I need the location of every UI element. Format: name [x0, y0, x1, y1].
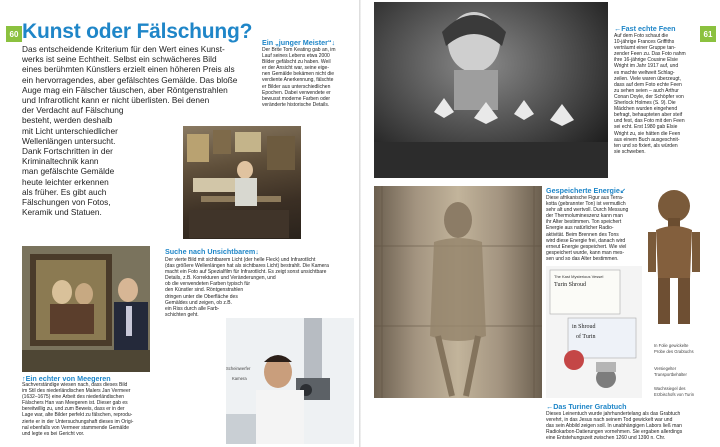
label-container-2: Transportbehälter [654, 372, 687, 377]
text-line: eine Entstehungszeit zwischen 1260 und 1390 n. Chr. [546, 435, 666, 442]
text-line: Wright im Jahr 1917 auf, und [614, 63, 679, 70]
fairies-text [614, 33, 710, 155]
text-line: Fälschungen von Fotos, [22, 197, 111, 207]
doc-text-3: in Shroud [572, 324, 596, 330]
text-line: ob die verwendeten Farben typisch für [165, 281, 251, 288]
text-line: Diese afrikanische Figur aus Terra- [546, 195, 624, 201]
text-line: bereitwillig zu, und zum Beweis, dass er in der [22, 406, 125, 413]
text-line: zu sehen seien – auch Arthur [614, 87, 679, 94]
text-line: Lage war, alte Bilder perfekt zu fälschen, reprodu- [22, 412, 133, 419]
text-line: heute leichter erkennen [22, 176, 109, 187]
text-line: dass auf dem Foto echte Feen [614, 81, 682, 88]
text-line: Kriminaltechnik kann [22, 156, 99, 167]
text-line: Dieses Leinentuch wurde jahrhundertelang als das Grabtuch [546, 411, 681, 417]
text-line: und fest, das Foto mit den Feen [614, 118, 685, 125]
text-line: zierte er in der Untersuchungshaft dieses im Origi- [22, 418, 134, 425]
text-line: Sherlock Holmes (S. 9). Die [614, 100, 676, 107]
terracotta-figure [644, 188, 704, 328]
text-line: dringen unter die Oberfläche des [165, 293, 238, 300]
doc-text-4: of Turin [576, 334, 596, 340]
page-number-left: 60 [6, 26, 22, 42]
text-line: erneut Energie gespeichert. Wie viel [546, 243, 627, 250]
text-line: ihre 16-jährige Cousine Elsie [614, 57, 678, 64]
text-line: gespeichert wurde, kann man mes- [546, 249, 625, 256]
label-sample-2: Probe des Grabtuchs [654, 349, 694, 354]
text-line: (das größere Wellenlängen hat als sichtbares Licht) bestrahlt. Die Kamera [165, 263, 329, 270]
text-line: schichten geht. [165, 311, 199, 318]
stored-energy-heading: Gespeicherte Energie↙ [546, 186, 626, 195]
text-line: Wright zu, sie hätten die Feen [614, 130, 681, 137]
text-line: Gemäldes und zeigen, ob z.B. [165, 299, 232, 306]
page-title: Kunst oder Fälschung? [22, 20, 253, 43]
text-line: sehr alt und wertvoll. Durch Messung [546, 207, 629, 214]
text-line: im Stil des niederländischen Malers Jan Vermeer [22, 388, 131, 395]
text-line: zender Feen zu. Das Foto nahm [614, 51, 686, 58]
text-line: man gefälschte Gemälde [22, 166, 115, 177]
page-number-right: 61 [700, 26, 716, 42]
text-line: wird diese Energie frei, danach wird [546, 237, 626, 244]
text-line: Energie aus natürlicher Radio- [546, 225, 614, 232]
text-line: kotta (gebrannter Ton) ist vermutlich [546, 201, 626, 208]
text-line: bewusst moderne Farben oder [262, 95, 331, 102]
shroud-heading: ←Das Turiner Grabtuch [546, 402, 627, 411]
text-line: Details, z.B. Korrekturen und Veränderungen, und [165, 275, 276, 282]
invisible-heading: Suche nach Unsichtbarem↓ [165, 247, 259, 256]
text-line: werks ist seine Echtheit. Selbst ein schwächeres Bild [22, 54, 217, 65]
text-line: es machte weltweit Schlag- [614, 69, 675, 76]
text-line: Radiokarbon-Datierungen vornehmen. Sie ergaben allerdings [546, 429, 683, 436]
stored-energy-text [546, 195, 642, 262]
text-line: Fälschers Han van Meegeren ist. Dieser gab es [22, 400, 128, 407]
shroud-documents-photo [546, 266, 642, 398]
text-line: mit Licht unterschiedlicher [22, 125, 118, 136]
label-spotlight: Scheinwerfer [226, 366, 251, 371]
doc-text-1: The Kast Mysterious Vessel [554, 274, 604, 279]
text-line: nal ebenfalls von Vermeer stammende Gemälde [22, 424, 130, 431]
text-line: als früher. Es gibt auch [22, 186, 107, 197]
text-line: Lauf seines Lebens etwa 2000 [262, 53, 330, 60]
cottingley-fairies-photo [374, 2, 608, 178]
text-line: sen und so das Alter bestimmen. [546, 255, 619, 262]
text-line: Auge mag ein Fälscher täuschen, aber Röntgenstrahlen [22, 84, 228, 95]
text-line: Auf dem Foto schaut die [614, 33, 669, 39]
text-line: aktivität. Beim Brennen des Tons [546, 231, 619, 238]
text-line: verdiente Anerkennung, fälschte [262, 77, 334, 84]
label-camera: Kamera [232, 376, 247, 381]
text-line: besteht, werden deshalb [22, 115, 113, 126]
text-line: veränderte historische Details. [262, 101, 330, 108]
meegeren-courtroom-photo [22, 246, 150, 372]
text-line: (1632–1675) eine Arbeit des niederländischen [22, 394, 125, 401]
text-line: Der Brite Tom Keating gab an, im [262, 47, 336, 53]
invisible-text [165, 257, 343, 318]
text-line: macht ein Foto auf Spezialfilm für Infrarotlicht. Es zeigt sonst unsichtbare [165, 269, 327, 276]
text-line: Keramik und Statuen. [22, 207, 102, 218]
label-container-1: Versiegelter [654, 366, 677, 371]
text-line: Wellenlängen untersucht. [22, 135, 116, 146]
text-line: er der Ansicht war, seine eige- [262, 65, 329, 72]
text-line: den Künstler sind. Röntgenstrahlen [165, 287, 244, 294]
young-master-text [262, 47, 354, 108]
text-line: das sein Abbild zeigen soll. In unabhängigen Labors ließ man [546, 423, 682, 430]
text-line: ein hervorragendes, aber gefälschtes Gemälde. Das bloße [22, 74, 238, 85]
text-line: ten und so fixiert, als würden [614, 142, 678, 149]
text-line: 10-jährige Frances Griffiths [614, 39, 675, 46]
text-line: Mädchen wurden eingehend [614, 106, 678, 113]
text-line: verträumt einer Gruppe tan- [614, 45, 676, 52]
meegeren-text [22, 382, 162, 437]
text-line: Sachverständige wiesen nach, dass dieses Bild [22, 382, 128, 388]
keating-studio-photo [183, 126, 301, 239]
text-line: und legte es bei Gericht vor. [22, 430, 85, 437]
text-line: der Verdacht auf Fälschung [22, 105, 124, 116]
text-line: Der vierte Bild mit sichtbarem Licht (der helle Fleck) und Infrarotlicht [165, 257, 316, 263]
label-sample-1: In Folie gewickelte [654, 343, 689, 348]
text-line: verehrt, in das Jesus nach seinem Tod gewickelt war und [546, 417, 673, 424]
text-line: sie schweben. [614, 148, 646, 155]
text-line: sei echt. Erst 1980 gab Elsie [614, 124, 678, 131]
text-line: eines berühmten Künstlers erzielt einen höheren Preis als [22, 64, 235, 75]
doc-text-2: Turin Shroud [554, 282, 586, 288]
fairies-heading: ←Fast echte Feen [614, 24, 676, 33]
text-line: ein Riss durch alle Farb- [165, 305, 220, 312]
text-line: zeilen. Viele waren überzeugt, [614, 75, 681, 82]
shroud-text [546, 411, 714, 441]
text-line: befragt, behaupteten aber steif [614, 112, 683, 119]
meegeren-heading: ↑Ein echter von Meegeren [22, 374, 111, 383]
text-line: nen Gemälde bekämen nicht die [262, 71, 334, 78]
label-seal-1: Wachssiegel des [654, 386, 686, 391]
label-seal-2: Erzbischofs von Turin [654, 392, 695, 397]
text-line: er Bilder aus unterschiedlichen [262, 83, 331, 90]
text-line: ihr Alter bestimmen. Ton speichert [546, 219, 622, 226]
text-line: Bilder gefälscht zu haben. Weil [262, 59, 331, 66]
turin-shroud-photo [374, 186, 542, 398]
text-line: Dank Fortschritten in der [22, 146, 113, 156]
text-line: Das entscheidende Kriterium für den Wert eines Kunst- [22, 44, 225, 54]
book-gutter [359, 0, 361, 447]
infrared-camera-photo [226, 318, 354, 444]
text-line: Conan Doyle, der Schöpfer von [614, 93, 684, 100]
text-line: aus einem Buch ausgeschnit- [614, 136, 680, 143]
young-master-heading: Ein „junger Meister“↓ [262, 38, 336, 47]
text-line: der Thermolumineszenz kann man [546, 213, 623, 220]
text-line: und Infrarotlicht kann er nicht überlisten. Bei denen [22, 95, 210, 105]
text-line: Epochen. Dabei verwendete er [262, 89, 331, 96]
